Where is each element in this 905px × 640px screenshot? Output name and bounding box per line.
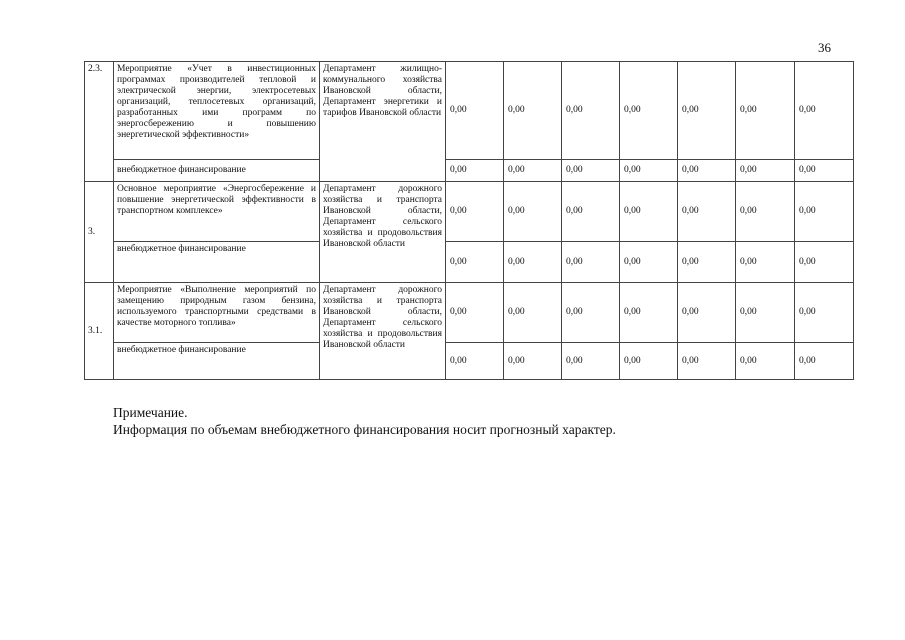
table-cell: 0,00 <box>620 182 678 242</box>
table-cell: 0,00 <box>678 242 736 283</box>
table-cell: 0,00 <box>446 283 504 343</box>
table-row <box>85 283 854 343</box>
row-code: 3. <box>85 182 114 283</box>
table-cell: 0,00 <box>562 283 620 343</box>
table-cell: 0,00 <box>446 182 504 242</box>
table-row <box>85 62 854 160</box>
table-cell: 0,00 <box>562 160 620 182</box>
table-cell: 0,00 <box>736 343 795 380</box>
table-cell: 0,00 <box>795 343 854 380</box>
table-row <box>85 242 854 283</box>
table-cell: 0,00 <box>504 160 562 182</box>
table-cell: 0,00 <box>446 160 504 182</box>
table-cell: 0,00 <box>795 160 854 182</box>
table-cell: 0,00 <box>795 62 854 160</box>
table-cell: 0,00 <box>678 283 736 343</box>
table-row <box>85 343 854 380</box>
row-description: Основное мероприятие «Энергосбережение и повышение энергетической эффективности в транспортном комплексе» <box>114 182 320 242</box>
note-title: Примечание. <box>113 405 188 420</box>
row-department: Департамент дорожного хозяйства и транспорта Ивановской области, Департамент сельского хозяйства и продовольствия Ивановской области <box>320 182 446 283</box>
page-number: 36 <box>818 40 831 55</box>
note-block <box>113 404 616 438</box>
row-description: Мероприятие «Выполнение мероприятий по замещению природным газом бензина, используемого транспортными средствами в качестве моторного топлива» <box>114 283 320 343</box>
table-cell: 0,00 <box>678 160 736 182</box>
table-cell: 0,00 <box>620 343 678 380</box>
table-cell: 0,00 <box>620 242 678 283</box>
table-cell: 0,00 <box>795 283 854 343</box>
table-cell: 0,00 <box>504 343 562 380</box>
table-cell: 0,00 <box>620 62 678 160</box>
extra-funding-label: внебюджетное финансирование <box>114 242 320 283</box>
table-cell: 0,00 <box>795 242 854 283</box>
funding-table <box>84 61 854 380</box>
table-cell: 0,00 <box>562 62 620 160</box>
table-cell: 0,00 <box>504 242 562 283</box>
table-cell: 0,00 <box>736 62 795 160</box>
table-row <box>85 160 854 182</box>
note-text: Информация по объемам внебюджетного финансирования носит прогнозный характер. <box>113 422 616 437</box>
table-cell: 0,00 <box>562 182 620 242</box>
row-department: Департамент дорожного хозяйства и транспорта Ивановской области, Департамент сельского хозяйства и продовольствия Ивановской области <box>320 283 446 380</box>
table-cell: 0,00 <box>678 182 736 242</box>
table-cell: 0,00 <box>562 242 620 283</box>
table-cell: 0,00 <box>446 242 504 283</box>
row-description: Мероприятие «Учет в инвестиционных программах производителей тепловой и электрической энергии, электросетевых организаций, теплосетевых организаций, разработанных ими программ по энергосбережению и повышению энергетической эффективности» <box>114 62 320 160</box>
table-cell: 0,00 <box>736 242 795 283</box>
table-cell: 0,00 <box>504 62 562 160</box>
table-cell: 0,00 <box>620 160 678 182</box>
table-cell: 0,00 <box>736 283 795 343</box>
table-cell: 0,00 <box>736 182 795 242</box>
table-cell: 0,00 <box>504 283 562 343</box>
table-row <box>85 182 854 242</box>
table-cell: 0,00 <box>795 182 854 242</box>
row-code: 2.3. <box>85 62 114 182</box>
table-cell: 0,00 <box>736 160 795 182</box>
table-cell: 0,00 <box>678 343 736 380</box>
extra-funding-label: внебюджетное финансирование <box>114 343 320 380</box>
table-cell: 0,00 <box>446 343 504 380</box>
row-department: Департамент жилищно-коммунального хозяйства Ивановской области, Департамент энергетики и тарифов Ивановской области <box>320 62 446 182</box>
table-cell: 0,00 <box>504 182 562 242</box>
table-cell: 0,00 <box>446 62 504 160</box>
extra-funding-label: внебюджетное финансирование <box>114 160 320 182</box>
table-cell: 0,00 <box>620 283 678 343</box>
table-cell: 0,00 <box>562 343 620 380</box>
table-cell: 0,00 <box>678 62 736 160</box>
row-code: 3.1. <box>85 283 114 380</box>
